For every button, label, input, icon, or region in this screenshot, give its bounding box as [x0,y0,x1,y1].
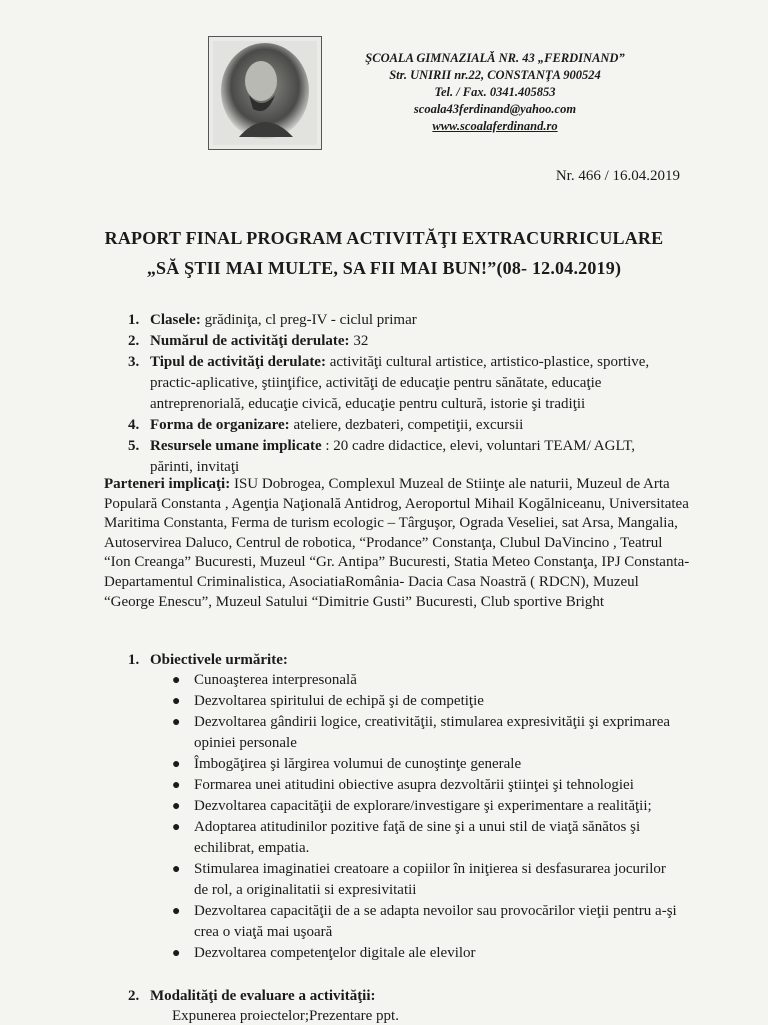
program-title: „SĂ ŞTII MAI MULTE, SA FII MAI BUN!”(08- 12.04.2019) [146,258,622,278]
info-number: 3. [128,354,140,370]
evaluation-title: Modalităţi de evaluare a activităţii: [150,988,376,1004]
list-item: ● Dezvoltarea competenţelor digitale ale elevilor [170,943,680,964]
info-item [128,352,680,415]
bullet-icon: ● [172,820,181,835]
list-item: ● Dezvoltarea capacităţii de a se adapta nevoilor sau provocărilor vieţii pentru a-şi crea o viaţă mai uşoară [172,903,677,940]
info-number: 2. [128,333,140,349]
list-item: ● Dezvoltarea capacităţii de explorare/investigare şi experimentare a realităţii; [170,796,680,817]
bullet-icon: ● [172,715,181,730]
info-text: activităţi cultural artistice, artistico-plastice, sportive, practic-aplicative, ştiinţifice, activităţi de educaţie pentru sănătate, educaţie antreprenorială, educaţie civică, educaţie pentru cultură, istorie şi tradiţii [150,354,650,412]
school-address: Str. UNIRII nr.22, CONSTANŢA 900524 [389,68,601,82]
bullet-icon: ● [172,694,181,709]
school-name: ŞCOALA GIMNAZIALĂ NR. 43 „FERDINAND” [365,51,625,65]
info-item [128,415,680,436]
list-item: ● Formarea unei atitudini obiective asupra dezvoltării ştiinţei şi tehnologiei [170,775,680,796]
bullet-icon: ● [172,946,181,961]
info-item [128,436,680,478]
info-text: ateliere, dezbateri, competiţii, excursii [289,417,524,433]
bullet-icon: ● [172,673,181,688]
objectives-number: 1. [128,652,140,668]
list-item: ● Îmbogăţirea şi lărgirea volumui de cunoştinţe generale [170,754,680,775]
info-number: 4. [128,417,140,433]
info-label: Forma de organizare: [150,417,290,433]
info-number: 1. [128,312,140,328]
info-label: Clasele: [150,312,201,328]
school-email[interactable]: scoala43ferdinand@yahoo.com [413,102,577,116]
evaluation-heading [128,988,376,1005]
evaluation-text: Expunerea proiectelor;Prezentare ppt. [172,1008,399,1024]
objectives-list [170,670,680,964]
school-website-link[interactable]: www.scoalaferdinand.ro [432,119,558,133]
info-text: grădiniţa, cl preg-IV - ciclul primar [200,312,417,328]
portrait-image [208,36,322,150]
school-header [330,50,660,135]
info-text: : 20 cadre didactice, elevi, voluntari TEAM/ AGLT, părinti, invitaţi [150,438,636,475]
info-text: 32 [349,333,369,349]
partners-paragraph [104,475,692,612]
bullet-icon: ● [172,862,181,877]
list-item: ● Dezvoltarea spiritului de echipă şi de competiţie [170,691,680,712]
info-label: Tipul de activităţi derulate: [150,354,326,370]
info-list [128,310,680,478]
bullet-icon: ● [172,904,181,919]
list-item: ● Dezvoltarea gândirii logice, creativităţii, stimularea expresivităţii şi exprimarea opiniei personale [172,714,671,751]
list-item: ● Stimularea imaginatiei creatoare a copiilor în iniţierea si desfasurarea jocurilor de rol, a originalitatii si expresivitatii [172,861,666,898]
list-item: ● Adoptarea atitudinilor pozitive faţă de sine şi a unui stil de viaţă sănătos şi echilibrat, empatia. [172,819,641,856]
bullet-icon: ● [172,757,181,772]
info-item [128,310,680,331]
partners-text: ISU Dobrogea, Complexul Muzeal de Stiinţe ale naturii, Muzeul de Arta Populară Constanta , Agenţia Naţională Antidrog, Aeroportul Mihail Kogălniceanu, Universitatea Maritima Constanta, Ferma de turism ecologic – Târguşor, Ograda Veseliei, sat Arsa, Mangalia, Autoservirea Daluco, Centrul de robotica, “Prodance” Constanţa, Clubul DaVincino , Teatrul “Ion Creanga” Bucuresti, Muzeul “Gr. Antipa” Bucuresti, Statia Meteo Constanţa, IPJ Constanta- Departamentul Criminalistica, AsociatiaRomânia- Dacia Casa Noastră ( RDCN), Muzeul “George Enescu”, Muzeul Satului “Dimitrie Gusti” Bucuresti, Club sportive Bright [104,476,690,610]
info-label: Numărul de activităţi derulate: [150,333,350,349]
info-number: 5. [128,438,140,454]
list-item: ● Cunoaşterea interpresonală [170,670,680,691]
evaluation-number: 2. [128,988,140,1004]
objectives-heading [128,652,288,669]
document-number: Nr. 466 / 16.04.2019 [555,168,680,184]
report-title: RAPORT FINAL PROGRAM ACTIVITĂŢI EXTRACURRICULARE [104,228,664,248]
school-phone: Tel. / Fax. 0341.405853 [434,85,556,99]
info-label: Resursele umane implicate [150,438,322,454]
bullet-icon: ● [172,799,181,814]
partners-label: Parteneri implicaţi: [104,476,231,492]
info-item [128,331,680,352]
objectives-title: Obiectivele urmărite: [150,652,288,668]
bullet-icon: ● [172,778,181,793]
